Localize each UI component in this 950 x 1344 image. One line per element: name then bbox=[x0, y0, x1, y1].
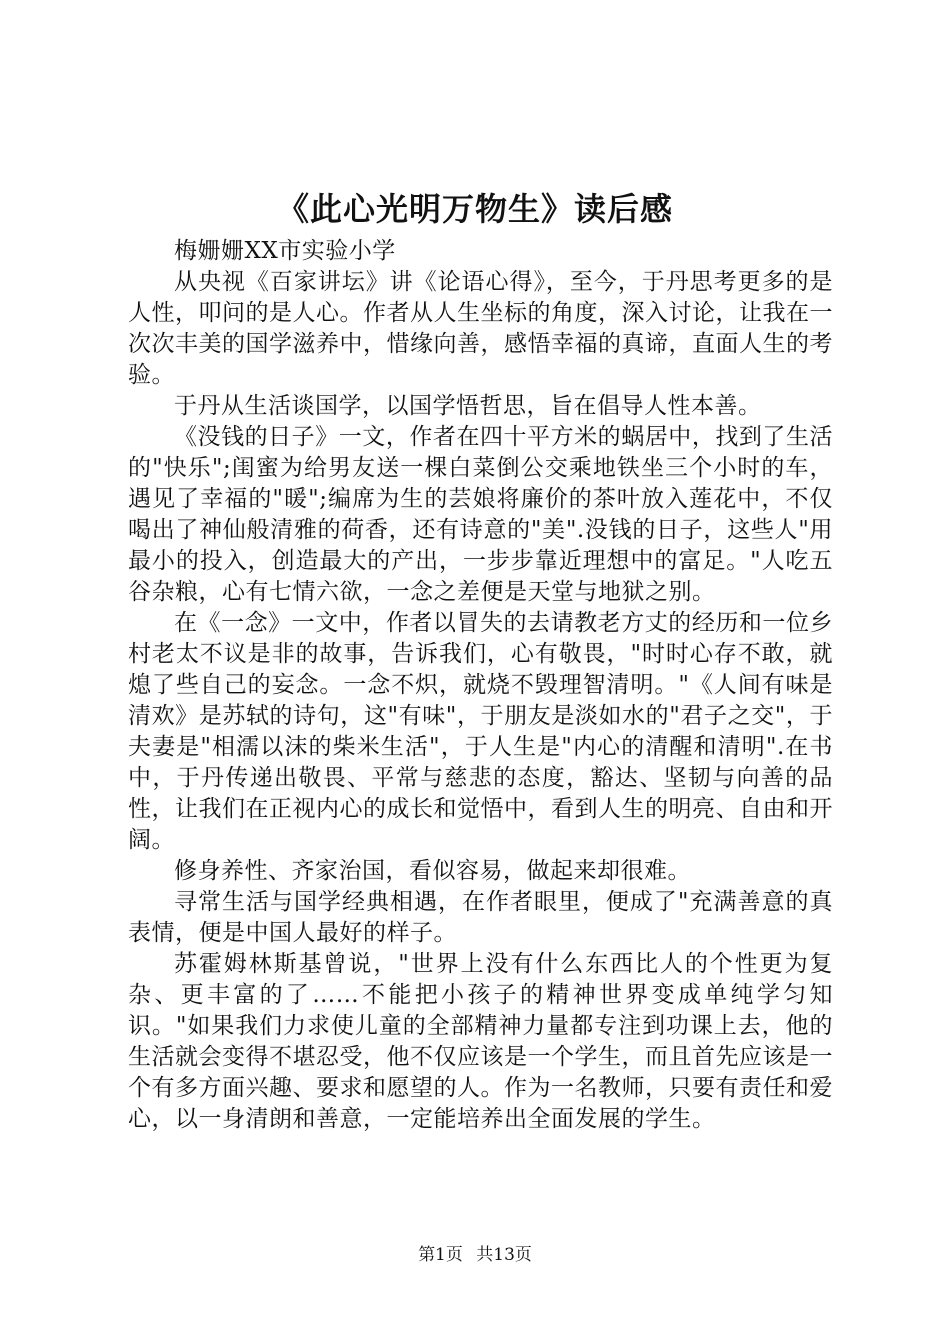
document-title: 《此心光明万物生》读后感 bbox=[276, 190, 673, 228]
paragraph-2: 于丹从生活谈国学，以国学悟哲思，旨在倡导人性本善。 bbox=[174, 393, 762, 419]
page-footer bbox=[0, 1243, 950, 1267]
paragraph-3: 《没钱的日子》一文，作者在四十平方米的蜗居中，找到了生活的"快乐";闺蜜为给男友送一棵白菜倒公交乘地铁坐三个小时的车，遇见了幸福的"暖";编席为生的芸娘将廉价的茶叶放入莲花中，不仅喝出了神仙般清雅的荷香，还有诗意的"美".没钱的日子，这些人"用最小的投入，创造最大的产出，一步步靠近理想中的富足。"人吃五谷杂粮，心有七情六欲，一念之差便是天堂与地狱之别。 bbox=[128, 424, 833, 605]
paragraph-6: 寻常生活与国学经典相遇，在作者眼里，便成了"充满善意的真表情，便是中国人最好的样子。 bbox=[128, 889, 833, 946]
author-line: 梅姗姗XX市实验小学 bbox=[174, 238, 396, 264]
paragraph-4: 在《一念》一文中，作者以冒失的去请教老方丈的经历和一位乡村老太不议是非的故事，告诉我们，心有敬畏，"时时心存不敢，就熄了些自己的妄念。一念不炽，就烧不毁理智清明。"《人间有味是清欢》是苏轼的诗句，这"有味"，于朋友是淡如水的"君子之交"，于夫妻是"相濡以沫的柴米生活"，于人生是"内心的清醒和清明".在书中，于丹传递出敬畏、平常与慈悲的态度，豁达、坚韧与向善的品性，让我们在正视内心的成长和觉悟中，看到人生的明亮、自由和开阔。 bbox=[128, 610, 833, 853]
paragraph-5: 修身养性、齐家治国，看似容易，做起来却很难。 bbox=[174, 858, 691, 884]
paragraph-7: 苏霍姆林斯基曾说，"世界上没有什么东西比人的个性更为复杂、更丰富的了……不能把小孩子的精神世界变成单纯学匀知识。"如果我们力求使儿童的全部精神力量都专注到功课上去，他的生活就会变得不堪忍受，他不仅应该是一个学生，而且首先应该是一个有多方面兴趣、要求和愿望的人。作为一名教师，只要有责任和爱心，以一身清朗和善意，一定能培养出全面发展的学生。 bbox=[128, 951, 833, 1132]
paragraph-1: 从央视《百家讲坛》讲《论语心得》，至今，于丹思考更多的是人性，叩问的是人心。作者从人生坐标的角度，深入讨论，让我在一次次丰美的国学滋养中，惜缘向善，感悟幸福的真谛，直面人生的考验。 bbox=[128, 269, 833, 388]
page-number-current: 第1页 bbox=[418, 1245, 463, 1265]
page-number-total: 共13页 bbox=[476, 1245, 532, 1265]
document-body bbox=[128, 236, 833, 1135]
